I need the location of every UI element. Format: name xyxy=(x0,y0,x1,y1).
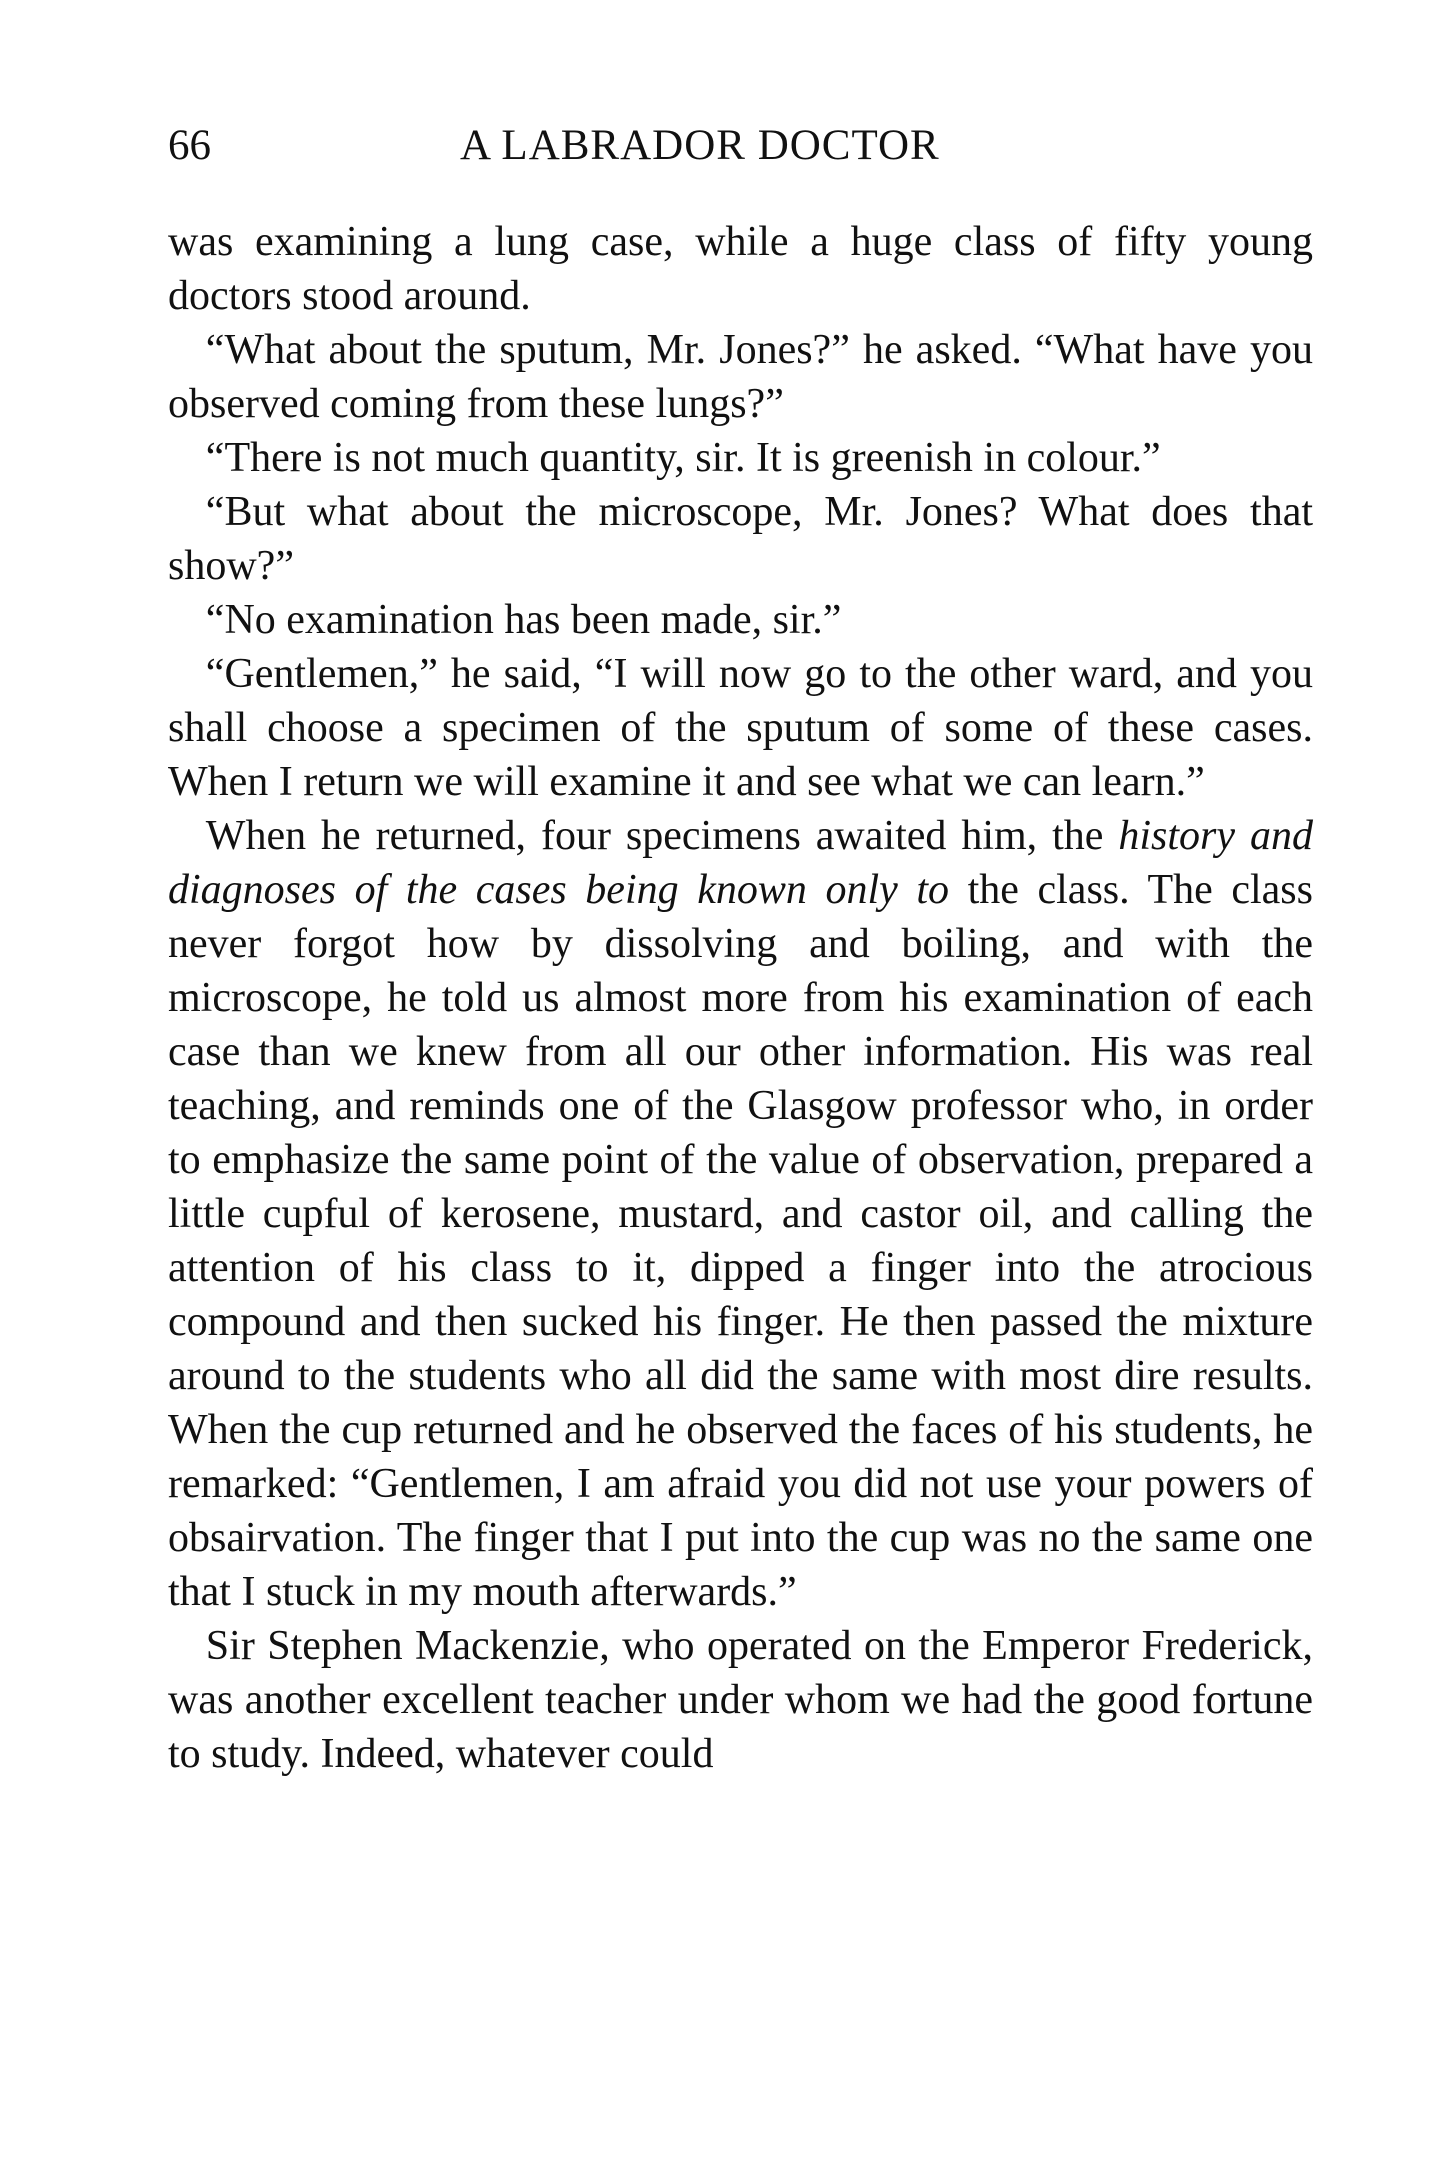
paragraph-6: “Gentlemen,” he said, “I will now go to the other ward, and you shall choose a specimen of the sputum of some of these cases. When I return we will examine it and see what we can learn.” xyxy=(168,651,1313,805)
page-number: 66 xyxy=(168,122,211,169)
paragraph-2: “What about the sputum, Mr. Jones?” he asked. “What have you observed coming from these lungs?” xyxy=(168,327,1313,427)
paragraph-1: was examining a lung case, while a huge class of fifty young doctors stood around. xyxy=(168,219,1313,319)
page-header xyxy=(168,118,1313,174)
running-head: A LABRADOR DOCTOR xyxy=(460,122,940,169)
paragraph-4: “But what about the microscope, Mr. Jones? What does that show?” xyxy=(168,489,1313,589)
paragraph-7-text-start: When he returned, four specimens awaited him, the xyxy=(205,813,1119,859)
paragraph-3: “There is not much quantity, sir. It is greenish in colour.” xyxy=(205,435,1161,481)
paragraph-7 xyxy=(168,809,1313,1619)
paragraph-7-text-end: the class. The class never forgot how by dissolving and boiling, and with the microscope, he told us almost more from his examination of each case than we knew from all our other information. His was real teaching, and reminds one of the Glasgow professor who, in order to emphasize the same point of the value of observation, prepared a little cupful of kerosene, mustard, and castor oil, and calling the attention of his class to it, dipped a finger into the atrocious compound and then sucked his finger. He then passed the mixture around to the students who all did the same with most dire results. When the cup returned and he observed the faces of his students, he remarked: “Gentlemen, I am afraid you did not use your powers of obsairvation. The finger that I put into the cup was no the same one that I stuck in my mouth afterwards.” xyxy=(168,867,1313,1615)
paragraph-7-italic-phrase: history and diagnoses of the cases being known only to xyxy=(168,813,1313,913)
paragraph-5: “No examination has been made, sir.” xyxy=(205,597,842,643)
body-text xyxy=(168,215,1313,1781)
paragraph-8: Sir Stephen Mackenzie, who operated on the Emperor Frederick, was another excellent teacher under whom we had the good fortune to study. Indeed, whatever could xyxy=(168,1623,1313,1777)
